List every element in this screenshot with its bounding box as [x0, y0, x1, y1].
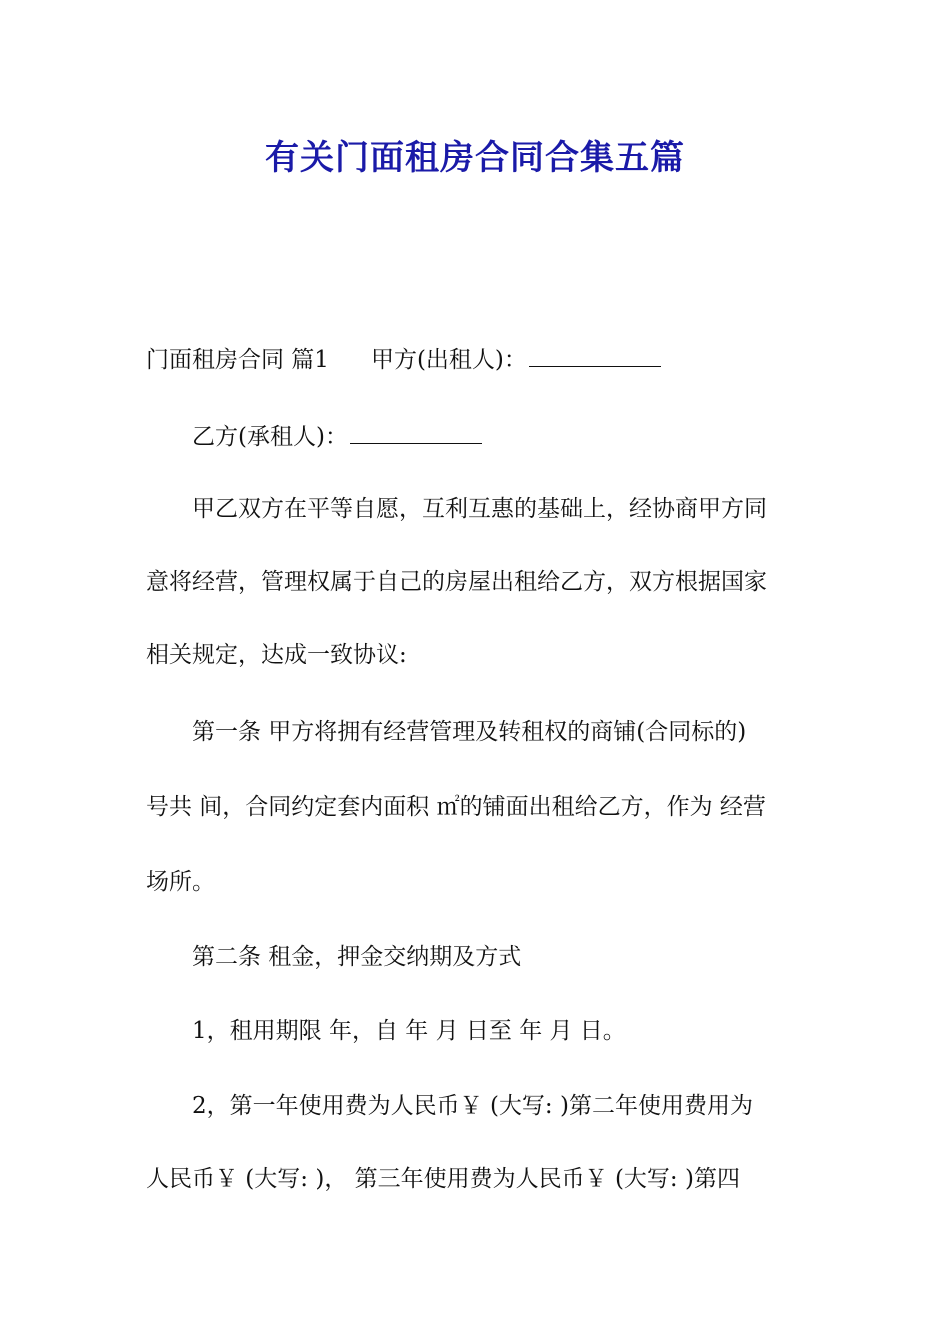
paragraph-line: 第二条 租金，押金交纳期及方式 [192, 944, 522, 970]
paragraph-line: 相关规定，达成一致协议: [146, 642, 407, 668]
paragraph-line: 意将经营，管理权属于自己的房屋出租给乙方，双方根据国家 [146, 569, 767, 595]
paragraph-line: 2，第一年使用费为人民币￥ (大写: )第二年使用费用为 [192, 1093, 753, 1119]
contract-line-2 [192, 422, 808, 452]
contract-line-1 [146, 345, 808, 375]
party-b-blank [350, 442, 482, 444]
section-heading: 门面租房合同 篇1 [146, 347, 329, 373]
paragraph-line: 甲乙双方在平等自愿，互利互惠的基础上，经协商甲方同 [192, 496, 767, 522]
party-a-label: 甲方(出租人)： [370, 347, 527, 373]
party-a-blank [529, 365, 661, 367]
document-title: 有关门面租房合同合集五篇 [265, 138, 685, 178]
paragraph-line: 第一条 甲方将拥有经营管理及转租权的商铺(合同标的) [192, 719, 747, 745]
paragraph-line: 1，租用期限 年，自 年 月 日至 年 月 日。 [192, 1018, 626, 1044]
party-b-label: 乙方(承租人)： [192, 424, 348, 450]
paragraph-line: 场所。 [146, 869, 215, 895]
paragraph-line: 号共 间，合同约定套内面积 ㎡的铺面出租给乙方，作为 经营 [146, 794, 766, 820]
paragraph-line: 人民币￥ (大写: )， 第三年使用费为人民币￥ (大写: )第四 [146, 1166, 740, 1192]
